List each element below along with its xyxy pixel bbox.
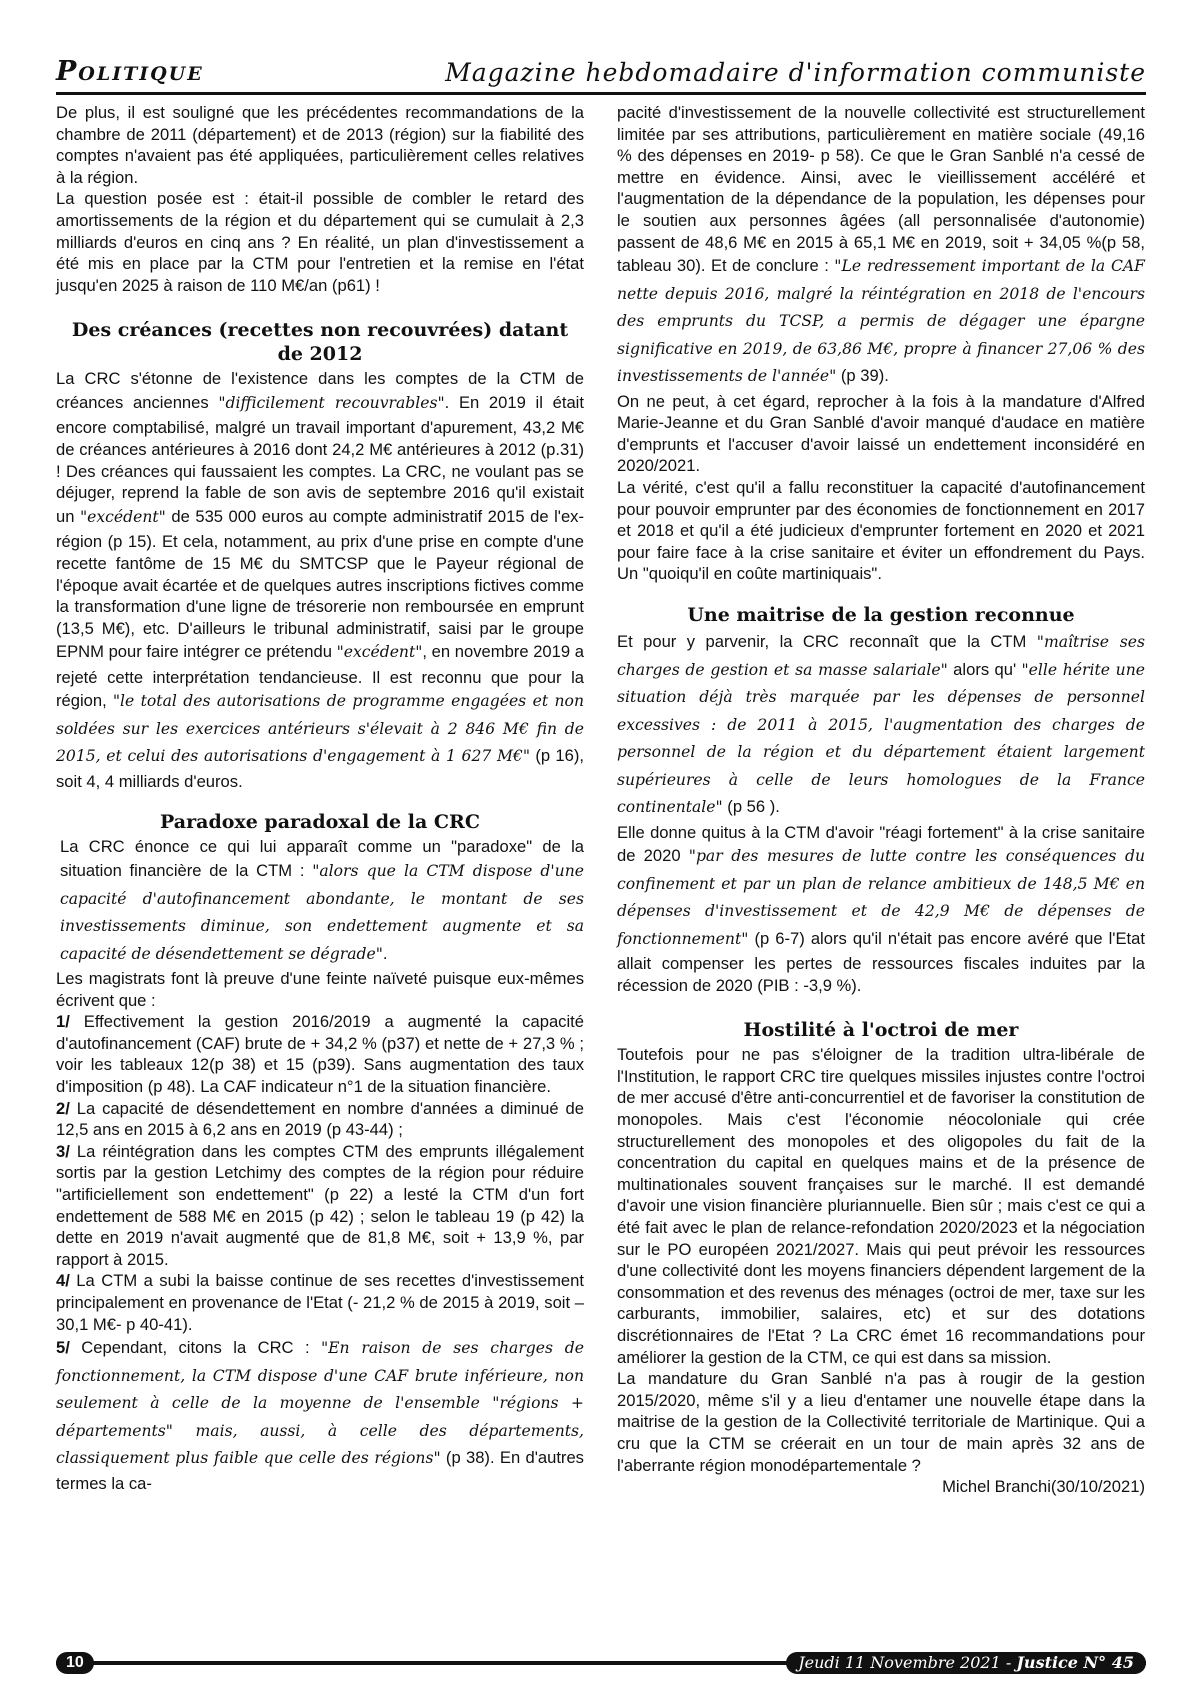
quote: "le total des autorisations de programme engagées et non soldées sur les exercices antérieurs s'élevait à 2 846 M€ fin de 2015, et celui des autorisations d'engagement à 1 627 M€": [56, 692, 584, 766]
paragraph: La CRC énonce ce qui lui apparaît comme un "paradoxe" de la situation financière de la CTM : "alors que la CTM dispose d'une capacité d'autofinancement abondante, le montant de ses investissements diminue, son endettement augmente et sa capacité de désendettement se dégrade".: [60, 837, 584, 963]
quote: "excédent": [79, 507, 166, 526]
right-column: [617, 102, 1145, 1498]
author-signature: Michel Branchi(30/10/2021): [942, 1477, 1145, 1497]
quote: "par des mesures de lutte contre les conséquences du confinement et par un plan de relance ambitieux de 148,5 M€ en dépenses d'investissement et de 42,9 M€ de dépenses de fonctionnement": [617, 847, 1145, 948]
page-number: 10: [56, 1652, 94, 1674]
list-item: 4/ La CTM a subi la baisse continue de ses recettes d'investissement principalement en provenance de l'Etat (- 21,2 % de 2015 à 2019, soit – 30,1 M€- p 40-41).: [56, 1271, 584, 1334]
paragraph: Toutefois pour ne pas s'éloigner de la tradition ultra-libérale de l'Institution, le rapport CRC tire quelques missiles injustes contre l'octroi de mer accusé d'être anti-concurrentiel et de favoriser la constitution de monopoles. Mais c'est l'économie néocoloniale qui crée structurellement des monopoles et des oligopoles du fait de la concentration du capital en quelques mains et de la présence de multinationales souvent françaises sur le marché. Il est demandé d'avoir une vision financière pluriannuelle. Bien sûr ; mais c'est ce qui a été fait avec le plan de relance-refondation 2020/2023 et la négociation sur le PO européen 2021/2027. Mais qui peut prévoir les ressources d'une collectivité dont les moyens financiers dépendent largement de la consommation et des revenus des ménages (octroi de mer, taxe sur les carburants, immobilier, salaires, etc) et sur des dotations discrétionnaires de l'Etat ? La CRC émet 16 recommandations pour améliorer la gestion de la CTM, ce qui est dans sa mission.: [617, 1045, 1145, 1367]
section-name: Politique: [56, 56, 204, 87]
section-heading: Une maitrise de la gestion reconnue: [687, 604, 1075, 626]
quote: "elle hérite une situation déjà très marquée par les dépenses de personnel excessives : de 2011 à 2015, l'augmentation des charges de personnel de la région et du département étaient largement supérieures à celle de leurs homologues de la France continentale": [617, 660, 1145, 816]
section-heading: Paradoxe paradoxal de la CRC: [160, 811, 480, 834]
magazine-title: Magazine hebdomadaire d'information communiste: [445, 58, 1146, 87]
section-heading: Hostilité à l'octroi de mer: [743, 1019, 1019, 1042]
page-header: [56, 56, 1146, 90]
paragraph: Et pour y parvenir, la CRC reconnaît que la CTM "maîtrise ses charges de gestion et sa masse salariale" alors qu' "elle hérite une situation déjà très marquée par les dépenses de personnel excessives : de 2011 à 2015, l'augmentation des charges de personnel de la région et du département étaient largement supérieures à celle de leurs homologues de la France continentale" (p 56 ).: [617, 632, 1145, 816]
paragraph: Elle donne quitus à la CTM d'avoir "réagi fortement" à la crise sanitaire de 2020 "par des mesures de lutte contre les conséquences du confinement et par un plan de relance ambitieux de 148,5 M€ en dépenses d'investissement et de 42,9 M€ de dépenses de fonctionnement" (p 6-7) alors qu'il n'était pas encore avéré que l'Etat allait compenser les pertes de ressources fiscales induites par la récession de 2020 (PIB : -3,9 %).: [617, 822, 1145, 995]
header-rule: [56, 92, 1146, 95]
list-item: 5/ Cependant, citons la CRC : "En raison de ses charges de fonctionnement, la CTM dispose d'une CAF brute inférieure, non seulement à celle de la moyenne de l'ensemble "régions + départements" mais, aussi, à celle des départements, classiquement plus faible que celle des régions" (p 38). En d'autres termes la ca-: [56, 1338, 584, 1493]
issue-date: Jeudi 11 Novembre 2021 -: [798, 1653, 1017, 1672]
paragraph: La CRC s'étonne de l'existence dans les comptes de la CTM de créances anciennes "difficilement recouvrables". En 2019 il était encore comptabilisé, malgré un travail important d'apurement, 43,2 M€ de créances antérieures à 2016 dont 24,2 M€ antérieures à 2012 (p.31) ! Des créances qui faussaient les comptes. La CRC, ne voulant pas se déjuger, reprend la fable de son avis de septembre 2016 qu'il existait un "excédent" de 535 000 euros au compte administratif 2015 de l'ex-région (p 15). Et cela, notamment, au prix d'une prise en compte d'une recette fantôme de 15 M€ du SMTCSP que le Payeur régional de l'époque avait écartée et de quelques autres inscriptions fictives comme la transformation d'une ligne de trésorerie non remboursée en emprunt (13,5 M€), etc. D'ailleurs le tribunal administratif, saisi par le groupe EPNM pour faire intégrer ce prétendu "excédent", en novembre 2019 a rejeté cette interprétation tendancieuse. Il est reconnu que pour la région, "le total des autorisations de programme engagées et non soldées sur les exercices antérieurs s'élevait à 2 846 M€ fin de 2015, et celui des autorisations d'engagement à 1 627 M€" (p 16), soit 4, 4 milliards d'euros.: [56, 369, 585, 791]
paragraph: La question posée est : était-il possible de combler le retard des amortissements de la région et du département qui se cumulait à 2,3 milliards d'euros en cinq ans ? En réalité, un plan d'investissement a été mis en place par la CTM pour l'entretien et la remise en l'état jusqu'en 2025 à raison de 110 M€/an (p61) !: [56, 189, 584, 295]
issue-number: Justice N° 45: [1016, 1653, 1134, 1672]
quote: "En raison de ses charges de fonctionnement, la CTM dispose d'une CAF brute inférieure, non seulement à celle de la moyenne de l'ensemble "régions + départements" mais, aussi, à celle des départements, classiquement plus faible que celle des régions": [56, 1339, 584, 1468]
page-footer: [56, 1652, 1146, 1674]
paragraph: Les magistrats font là preuve d'une feinte naïveté puisque eux-mêmes écrivent que :: [56, 969, 584, 1010]
list-item: 3/ La réintégration dans les comptes CTM des emprunts illégalement sortis par la gestion Letchimy des comptes de la région pour réduire "artificiellement son endettement" (p 22) a lesté la CTM d'un fort endettement de 588 M€ en 2015 (p 42) ; selon le tableau 19 (p 42) la dette en 2019 n'avait augmenté que de 81,8 M€, soit + 13,9 %, par rapport à 2015.: [56, 1141, 584, 1269]
list-item: 2/ La capacité de désendettement en nombre d'années a diminué de 12,5 ans en 2015 à 6,2 ans en 2019 (p 43-44) ;: [56, 1098, 584, 1140]
paragraph: On ne peut, à cet égard, reprocher à la fois à la mandature d'Alfred Marie-Jeanne et du Gran Sanblé d'avoir manqué d'audace en matière d'emprunts et l'accuser d'avoir laissé un endettement inconsidéré en 2020/2021.: [617, 391, 1145, 476]
section-heading: Des créances (recettes non recouvrées) datant de 2012: [71, 319, 569, 366]
left-column: [56, 102, 584, 1494]
issue-info: [786, 1652, 1146, 1674]
quote: "excédent": [336, 643, 423, 662]
quote: "alors que la CTM dispose d'une capacité d'autofinancement abondante, le montant de ses investissements diminue, son endettement augmente et sa capacité de désendettement se dégrade": [60, 862, 584, 963]
quote: "Le redressement important de la CAF nette depuis 2016, malgré la réintégration en 2018 de l'encours des emprunts du TCSP, a permis de dégager une épargne significative en 2019, de 63,86 M€, propre à financer 27,06 % des investissements de l'année": [617, 257, 1145, 386]
paragraph: La vérité, c'est qu'il a fallu reconstituer la capacité d'autofinancement pour pouvoir emprunter par des économies de fonctionnement en 2017 et 2018 et qu'il a été judicieux d'emprunter fortement en 2020 et 2021 pour faire face à la crise sanitaire et éviter un effondrement du Pays. Un "quoiqu'il en coûte martiniquais".: [617, 478, 1145, 584]
paragraph: pacité d'investissement de la nouvelle collectivité est structurellement limitée par ses attributions, particulièrement en matière sociale (49,16 % des dépenses en 2019- p 58). Ce que le Gran Sanblé n'a cessé de mettre en évidence. Ainsi, avec le vieillissement accéléré et l'augmentation de la dépendance de la population, les dépenses pour le soutien aux personnes âgées (all personnalisée d'autonomie) passent de 48,6 M€ en 2015 à 65,1 M€ en 2019, soit + 34,05 %(p 58, tableau 30). Et de conclure : "Le redressement important de la CAF nette depuis 2016, malgré la réintégration en 2018 de l'encours des emprunts du TCSP, a permis de dégager une épargne significative en 2019, de 63,86 M€, propre à financer 27,06 % des investissements de l'année" (p 39).: [617, 103, 1145, 386]
quote: "maîtrise ses charges de gestion et sa masse salariale": [617, 633, 1145, 679]
paragraph: La mandature du Gran Sanblé n'a pas à rougir de la gestion 2015/2020, même s'il y a lieu d'entamer une nouvelle étape dans la maitrise de la gestion de la Collectivité territoriale de Martinique. Qui a cru que la CTM se créerait en un tour de main après 32 ans de l'aberrante région monodépartementale ?: [617, 1369, 1145, 1475]
list-item: 1/ Effectivement la gestion 2016/2019 a augmenté la capacité d'autofinancement (CAF) brute de + 34,2 % (p37) et nette de + 27,3 % ; voir les tableaux 12(p 38) et 15 (p39). Sans augmentation des taux d'imposition (p 48). La CAF indicateur n°1 de la situation financière.: [56, 1012, 584, 1097]
paragraph: De plus, il est souligné que les précédentes recommandations de la chambre de 2011 (département) et de 2013 (région) sur la fiabilité des comptes n'avaient pas été appliquées, particulièrement celles relatives à la région.: [56, 103, 584, 187]
quote: "difficilement recouvrables": [218, 393, 445, 412]
